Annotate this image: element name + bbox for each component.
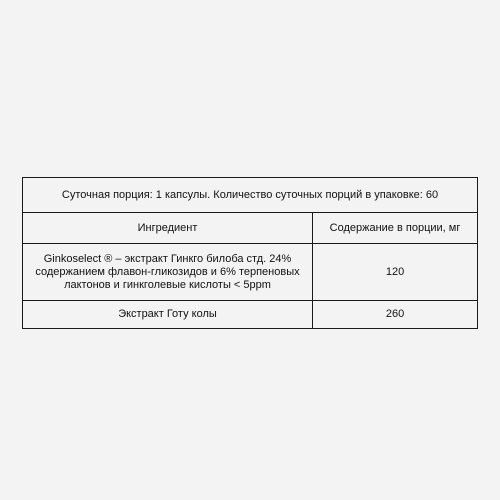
amount-column-header: Содержание в порции, мг	[313, 213, 478, 244]
table-header-row	[23, 213, 478, 244]
supplement-facts-table	[22, 177, 478, 329]
ingredient-column-header: Ингредиент	[23, 213, 313, 244]
amount-cell: 120	[313, 244, 478, 301]
ingredient-cell: Ginkoselect ® – экстракт Гинкго билоба стд. 24% содержанием флавон-гликозидов и 6% терпеновых лактонов и гинкголевые кислоты < 5ppm	[23, 244, 313, 301]
serving-info-text: Суточная порция: 1 капсулы. Количество суточных порций в упаковке: 60	[23, 178, 478, 213]
table-row	[23, 244, 478, 301]
table-row	[23, 301, 478, 329]
amount-cell: 260	[313, 301, 478, 329]
ingredient-cell: Экстракт Готу колы	[23, 301, 313, 329]
serving-info-row	[23, 178, 478, 213]
